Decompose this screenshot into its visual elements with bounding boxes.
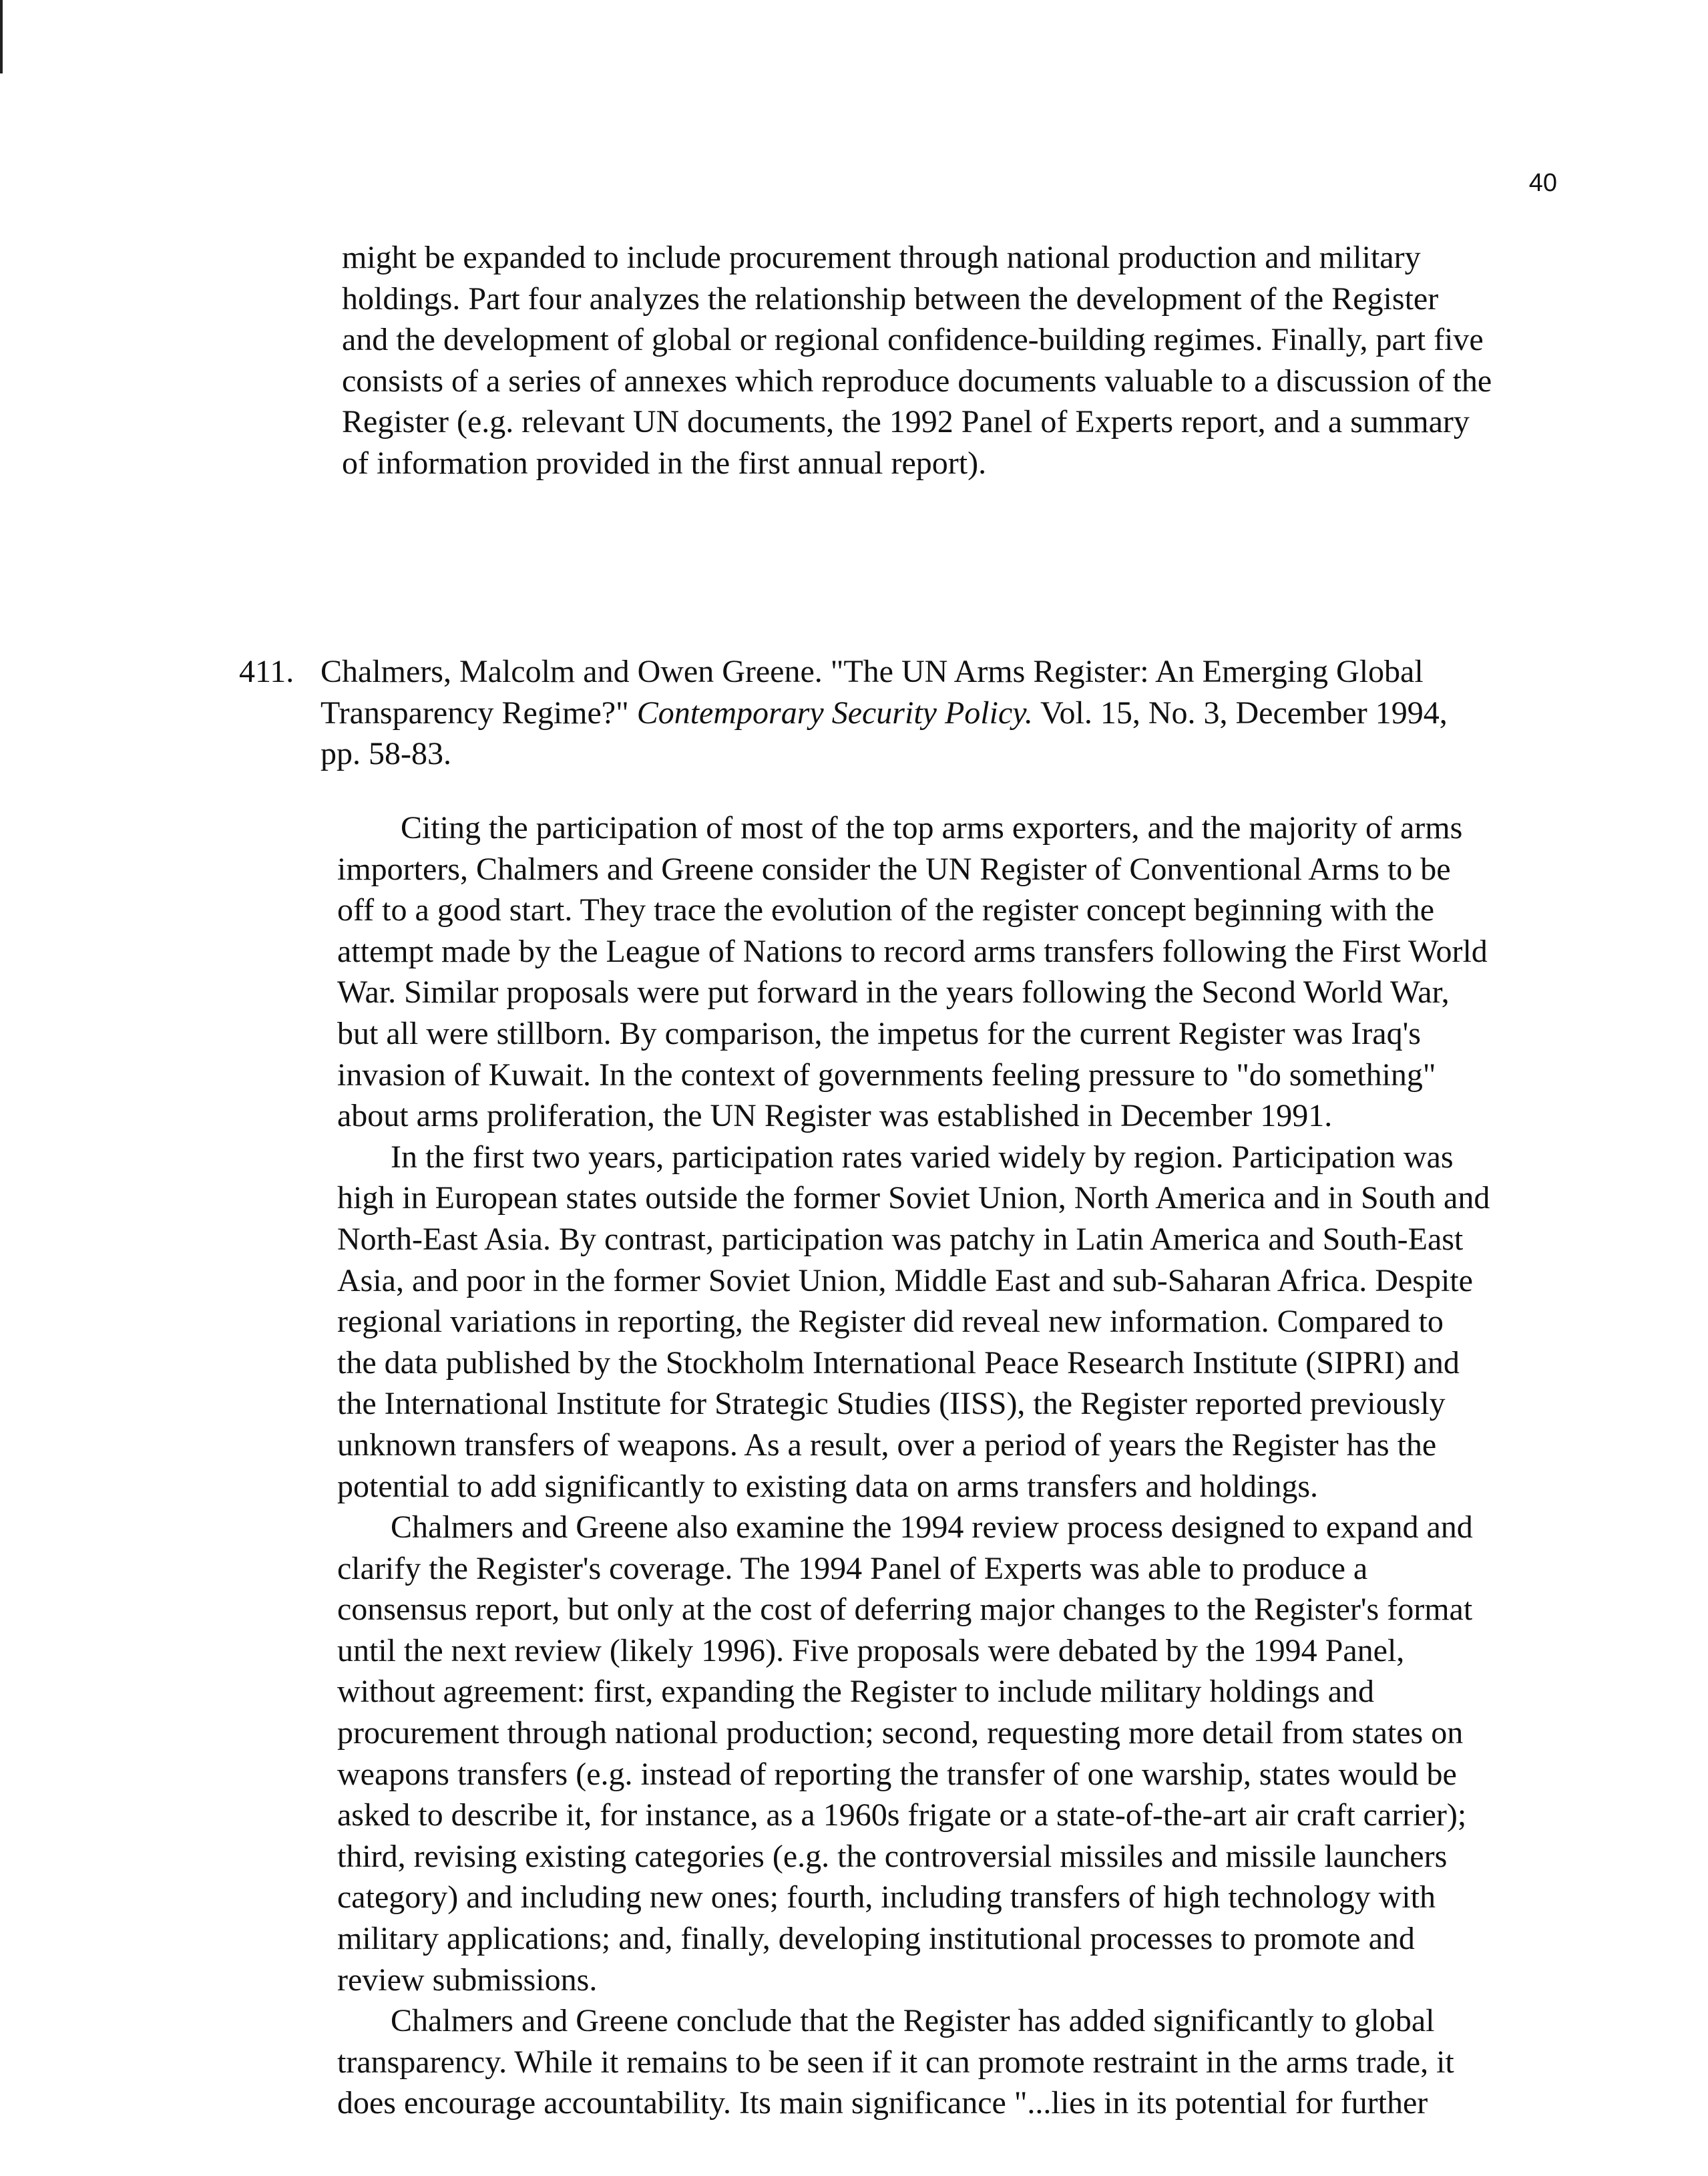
text-line: invasion of Kuwait. In the context of governments feeling pressure to "do something" [337, 1057, 1436, 1093]
text-line: transparency. While it remains to be seen if it can promote restraint in the arms trade, it [337, 2044, 1454, 2080]
text-line: Chalmers and Greene also examine the 1994 review process designed to expand and [391, 1509, 1473, 1546]
text-line: high in European states outside the former Soviet Union, North America and in South and [337, 1180, 1490, 1216]
text-line: weapons transfers (e.g. instead of reporting the transfer of one warship, states would be [337, 1756, 1457, 1792]
text-line: consensus report, but only at the cost of deferring major changes to the Register's format [337, 1592, 1473, 1628]
abstract-paragraph-1 [337, 807, 1490, 1137]
bibliography-entry [239, 651, 1448, 775]
intro-paragraph-text [342, 237, 1492, 484]
text-line: clarify the Register's coverage. The 1994 Panel of Experts was able to produce a [337, 1550, 1368, 1586]
abstract-paragraph-2 [337, 1137, 1490, 1507]
text-line: without agreement: first, expanding the Register to include military holdings and [337, 1674, 1374, 1710]
text-line: category) and including new ones; fourth, including transfers of high technology with [337, 1879, 1436, 1916]
text-line: off to a good start. They trace the evolution of the register concept beginning with the [337, 892, 1435, 928]
text-line: Asia, and poor in the former Soviet Union, Middle East and sub-Saharan Africa. Despite [337, 1262, 1473, 1298]
text-line: Chalmers and Greene conclude that the Register has added significantly to global [391, 2003, 1435, 2039]
text-line: does encourage accountability. Its main significance "...lies in its potential for further [337, 2085, 1428, 2121]
abstract [337, 807, 1490, 2124]
text-line: holdings. Part four analyzes the relationship between the development of the Register [342, 281, 1439, 317]
text-line: consists of a series of annexes which reproduce documents valuable to a discussion of the [342, 363, 1492, 399]
citation [239, 651, 1448, 775]
citation-authors-title: Chalmers, Malcolm and Owen Greene. "The UN Arms Register: An Emerging Global [321, 654, 1424, 689]
text-line: importers, Chalmers and Greene consider the UN Register of Conventional Arms to be [337, 851, 1451, 887]
page-number: 40 [1528, 169, 1557, 197]
text-line: review submissions. [337, 1962, 598, 1998]
citation-journal: Contemporary Security Policy. [636, 695, 1033, 731]
abstract-paragraph-3 [337, 1507, 1490, 2000]
text-line: of information provided in the first annual report). [342, 445, 987, 481]
text-line: Register (e.g. relevant UN documents, the 1992 Panel of Experts report, and a summary [342, 404, 1470, 440]
text-line: until the next review (likely 1996). Five proposals were debated by the 1994 Panel, [337, 1632, 1405, 1668]
text-line: asked to describe it, for instance, as a 1960s frigate or a state-of-the-art air craft carrier); [337, 1797, 1467, 1833]
text-line: but all were stillborn. By comparison, the impetus for the current Register was Iraq's [337, 1015, 1421, 1051]
text-line: North-East Asia. By contrast, participation was patchy in Latin America and South-East [337, 1221, 1464, 1257]
text-line: In the first two years, participation rates varied widely by region. Participation was [391, 1139, 1454, 1175]
text-line: procurement through national production; second, requesting more detail from states on [337, 1715, 1464, 1751]
entry-number: 411. [239, 654, 294, 689]
citation-pages: pp. 58-83. [321, 736, 451, 772]
text-line: Citing the participation of most of the top arms exporters, and the majority of arms [401, 810, 1463, 846]
citation-volume: Vol. 15, No. 3, December 1994, [1032, 695, 1448, 731]
text-line: the data published by the Stockholm International Peace Research Institute (SIPRI) and [337, 1344, 1460, 1381]
citation-line-2 [239, 693, 1448, 734]
text-line: attempt made by the League of Nations to record arms transfers following the First World [337, 933, 1488, 969]
text-line: War. Similar proposals were put forward in the years following the Second World War, [337, 974, 1450, 1011]
text-line: unknown transfers of weapons. As a result, over a period of years the Register has the [337, 1427, 1437, 1463]
text-line: might be expanded to include procurement through national production and military [342, 240, 1421, 275]
text-line: and the development of global or regional confidence-building regimes. Finally, part five [342, 322, 1484, 358]
text-line: regional variations in reporting, the Register did reveal new information. Compared to [337, 1304, 1444, 1340]
text-line: the International Institute for Strategic Studies (IISS), the Register reported previously [337, 1386, 1446, 1422]
text-line: third, revising existing categories (e.g. the controversial missiles and missile launchers [337, 1838, 1448, 1874]
text-line: potential to add significantly to existing data on arms transfers and holdings. [337, 1468, 1319, 1504]
text-line: military applications; and, finally, developing institutional processes to promote and [337, 1921, 1415, 1957]
citation-title-end: Transparency Regime?" [321, 695, 637, 731]
abstract-paragraph-4 [337, 2000, 1490, 2124]
text-line: about arms proliferation, the UN Register was established in December 1991. [337, 1098, 1333, 1134]
citation-line-1 [239, 651, 1448, 693]
scan-edge-mark [0, 0, 3, 73]
intro-paragraph [342, 237, 1492, 484]
